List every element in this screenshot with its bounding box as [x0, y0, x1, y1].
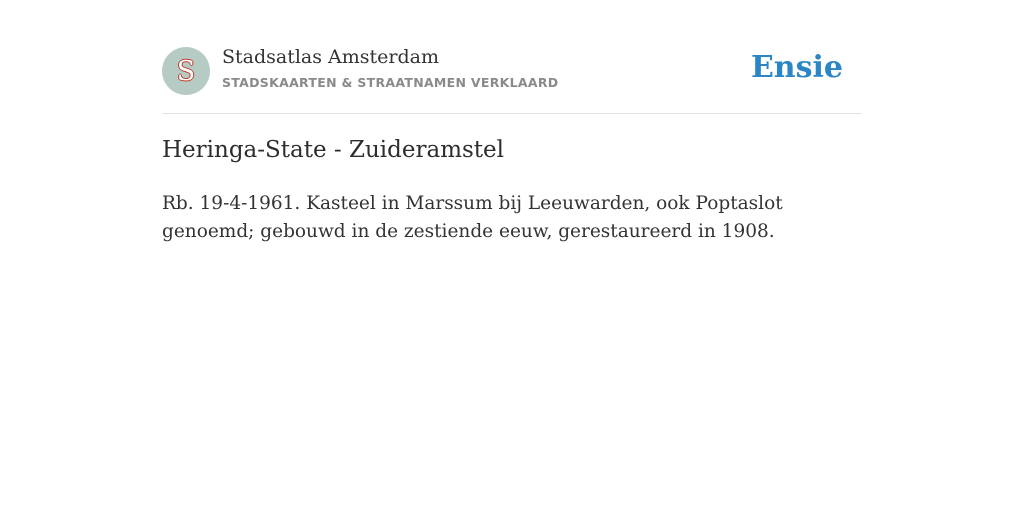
- header-divider: [162, 113, 862, 114]
- entry-body: Rb. 19-4-1961. Kasteel in Marssum bij Leeuwarden, ook Poptaslot genoemd; gebouwd in de zestiende eeuw, gerestaureerd in 1908.: [162, 193, 783, 242]
- site-title[interactable]: Stadsatlas Amsterdam: [222, 46, 440, 68]
- header: [162, 46, 862, 96]
- site-avatar[interactable]: [162, 47, 210, 95]
- avatar-letter: S: [176, 55, 196, 87]
- entry-title: Heringa-State - Zuideramstel: [162, 137, 505, 163]
- site-subtitle: STADSKAARTEN & STRAATNAMEN VERKLAARD: [222, 75, 559, 90]
- ensie-logo[interactable]: Ensie: [750, 50, 843, 85]
